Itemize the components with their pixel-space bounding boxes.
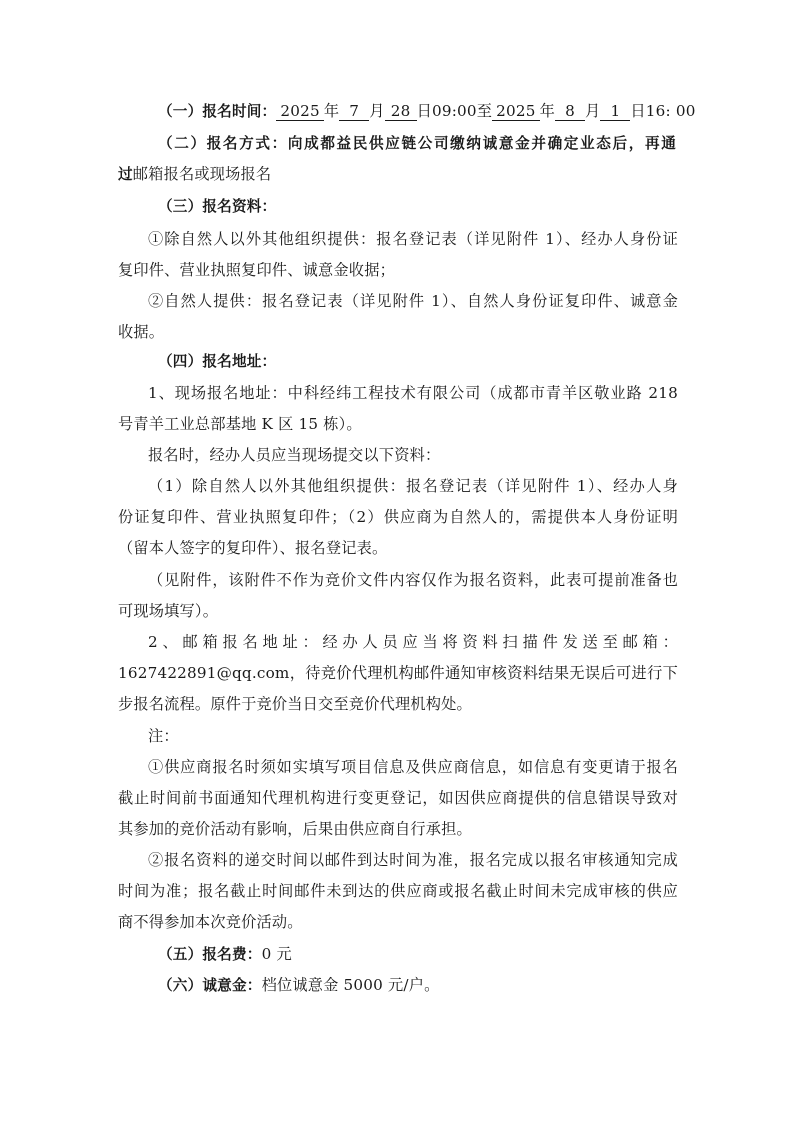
note2-line3: 商不得参加本次竞价活动。 [118,913,303,931]
materials-item1-line2: 复印件、营业执照复印件、诚意金收据； [118,261,395,279]
start-year: 2025 [276,103,323,121]
start-day: 28 [385,103,417,121]
start-time: 09:00 [431,102,477,120]
registration-method-line2-bold: 过 [118,166,133,183]
registration-method-line2-rest: 邮箱报名或现场报名 [132,165,272,183]
earnest-money-value: 档位诚意金 5000 元/户。 [261,976,440,994]
onsite-docs-line2: 份证复印件、营业执照复印件；（2）供应商为自然人的，需提供本人身份证明 [118,508,678,526]
end-time: 16: 00 [645,102,696,120]
registration-fee-label: （五）报名费： [158,946,262,963]
note1-line2: 截止时间前书面通知代理机构进行变更登记，如因供应商提供的信息错误导致对 [118,789,678,807]
start-day-unit: 日 [416,102,432,120]
registration-address-label: （四）报名地址： [158,353,277,370]
earnest-money-line [158,975,678,996]
end-year-unit: 年 [539,102,555,120]
note2-line1: ②报名资料的递交时间以邮件到达时间为准，报名完成以报名审核通知完成 [148,851,678,869]
materials-item2-line2: 收据。 [118,323,165,341]
start-year-unit: 年 [323,102,340,120]
end-month-unit: 月 [585,102,601,120]
registration-method-line2 [118,164,678,185]
onsite-address-line1: 1、现场报名地址：中科经纬工程技术有限公司（成都市青羊区敬业路 218 [148,384,678,402]
email-address-line1: 2、邮箱报名地址：经办人员应当将资料扫描件发送至邮箱： [148,633,678,651]
notes-label: 注： [148,727,179,745]
onsite-address-line2: 号青羊工业总部基地 K 区 15 栋）。 [118,415,362,433]
end-month: 8 [555,103,585,121]
end-year: 2025 [492,103,539,121]
earnest-money-label: （六）诚意金： [158,977,262,994]
registration-fee-value: 0 元 [261,945,292,963]
note2-line2: 时间为准；报名截止时间邮件未到达的供应商或报名截止时间未完成审核的供应 [118,882,678,900]
registration-time-line [158,101,696,122]
note1-line1: ①供应商报名时须如实填写项目信息及供应商信息，如信息有变更请于报名 [148,758,678,776]
start-month: 7 [339,103,369,121]
onsite-address-line3: 报名时，经办人员应当现场提交以下资料： [148,446,441,464]
range-connector: 至 [476,102,493,120]
registration-time-label: （一）报名时间： [158,103,277,120]
end-day-unit: 日 [630,102,646,120]
registration-fee-line [158,944,678,965]
start-month-unit: 月 [369,102,385,120]
onsite-docs-line3: （留本人签字的复印件）、报名登记表。 [118,539,388,557]
attachment-note-line1: （见附件，该附件不作为竞价文件内容仅作为报名资料，此表可提前准备也 [148,571,678,589]
note1-line3: 其参加的竞价活动有影响，后果由供应商自行承担。 [118,820,472,838]
materials-item1-line1: ①除自然人以外其他组织提供：报名登记表（详见附件 1）、经办人身份证 [148,230,678,248]
registration-materials-label: （三）报名资料： [158,198,277,215]
attachment-note-line2: 可现场填写）。 [118,602,219,620]
onsite-docs-line1: （1）除自然人以外其他组织提供：报名登记表（详见附件 1）、经办人身 [148,477,678,495]
registration-method-line1: （二）报名方式：向成都益民供应链公司缴纳诚意金并确定业态后，再通 [158,135,676,152]
email-address-line2: 1627422891@qq.com，待竞价代理机构邮件通知审核资料结果无误后可进行下 [118,664,678,682]
end-day: 1 [600,103,630,121]
email-address-line3: 步报名流程。原件于竞价当日交至竞价代理机构处。 [118,695,472,713]
materials-item2-line1: ②自然人提供：报名登记表（详见附件 1）、自然人身份证复印件、诚意金 [148,292,678,310]
